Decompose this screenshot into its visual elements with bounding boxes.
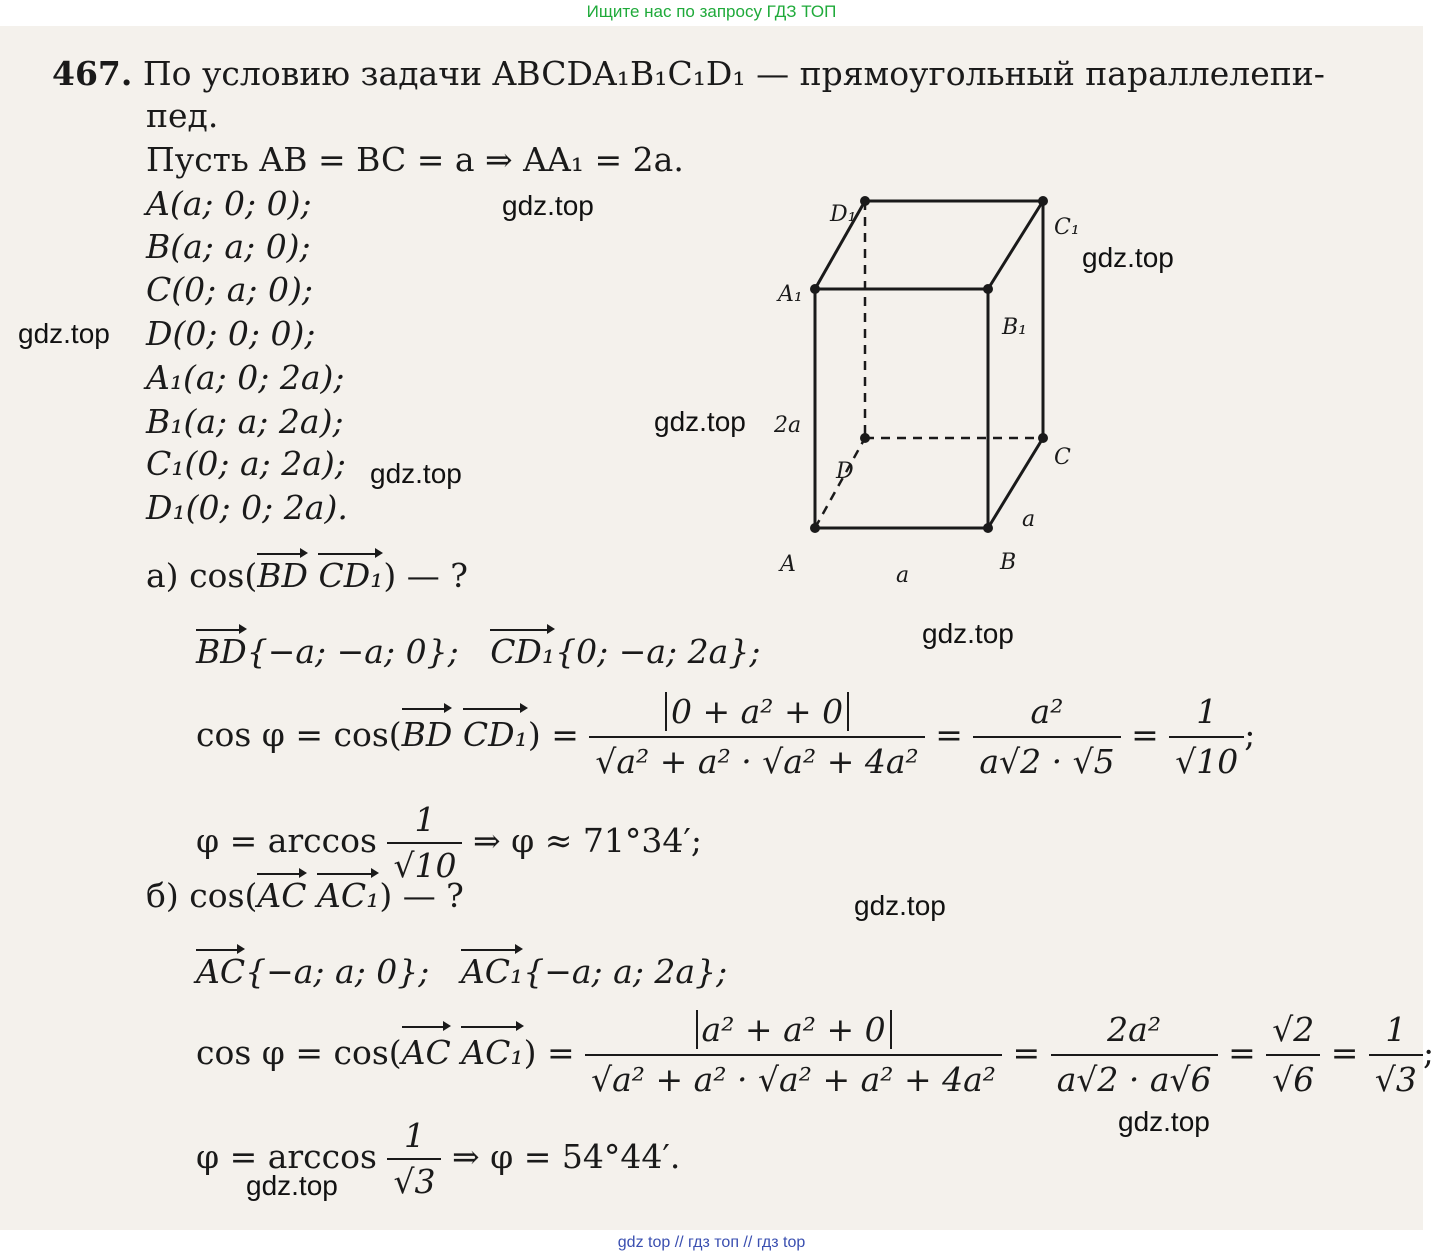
part-b-den-4: √3 [1374,1060,1417,1099]
part-b-den-1: √a² + a² · √a² + a² + 4a² [591,1060,997,1099]
vector-bd-coords-label: BD [196,632,247,671]
point-d1: D₁(0; 0; 2a). [146,488,348,527]
point-c1: C₁(0; a; 2a); [146,444,346,483]
point-c: C(0; a; 0); [146,270,313,309]
part-a-den-2: a√2 · √5 [979,742,1115,781]
part-a-cosine [196,688,1255,786]
part-a-fraction-3 [1169,688,1244,786]
equals-sign: = [1228,1033,1256,1072]
point-a: A(a; 0; 0); [146,184,312,223]
bottom-banner: gdz top // гдз топ // гдз top [617,1234,806,1251]
watermark: gdz.top [18,318,110,349]
vector-bd: BD [257,556,308,595]
part-a-cos-v1: BD [402,711,453,759]
vector-cd1: CD₁ [318,556,384,595]
part-b-fraction-3 [1266,1006,1320,1104]
label-d: D [836,459,854,484]
part-a-fraction-1 [589,688,924,786]
part-b-end: ; [1422,1033,1434,1072]
problem-intro-line [52,54,1325,94]
part-b-cos-v2: AC₁ [461,1029,523,1077]
part-a-phi-pre: φ = arccos [196,821,377,860]
part-a-phi-den: √10 [393,846,457,885]
watermark: gdz.top [502,190,594,221]
label-height: 2a [774,413,802,438]
part-a-den-1: √a² + a² · √a² + 4a² [595,742,919,781]
part-a-num-2: a² [973,688,1120,738]
part-b-fraction-1 [585,1006,1002,1104]
watermark: gdz.top [854,890,946,921]
watermark: gdz.top [246,1170,338,1201]
part-a-label: а) [146,556,179,595]
label-c: C [1054,445,1071,470]
problem-intro-continued: пед. [146,96,219,135]
vector-ac-coords: {−a; a; 0}; [245,952,430,991]
part-b-phi-pre: φ = arccos [196,1137,377,1176]
part-a-num-3: 1 [1169,688,1244,738]
part-b-num-2: 2a² [1051,1006,1218,1056]
vector-ac1-coords: {−a; a; 2a}; [523,952,728,991]
equals-sign: = [935,715,963,754]
label-side-right: a [1022,507,1036,532]
equals-sign: = [1012,1033,1041,1072]
watermark: gdz.top [370,458,462,489]
part-a-question [146,556,468,596]
scanned-page [0,26,1434,1230]
part-b-num-1: a² + a² + 0 [696,1010,892,1049]
part-b-label: б) [146,876,179,915]
part-a-num-1: 0 + a² + 0 [665,692,849,731]
problem-let: Пусть AB = BC = a ⇒ AA₁ = 2a. [146,140,684,179]
vector-cd1-coords: {0; −a; 2a}; [555,632,761,671]
label-side-bottom: a [896,563,910,588]
part-b-cos-pre: cos φ = cos( [196,1033,402,1072]
part-a-phi-num: 1 [387,798,462,844]
part-b-cos-v1: AC [402,1029,451,1077]
label-d1: D₁ [830,202,857,227]
label-c1: C₁ [1054,215,1080,240]
vector-bd-coords: {−a; −a; 0}; [246,632,459,671]
part-a-phi-fraction [387,798,462,888]
part-b-q-post: ) — ? [379,876,464,915]
vector-ac1-coords-label: AC₁ [460,952,524,991]
part-b-phi-den: √3 [393,1162,436,1201]
label-b: B [1000,550,1017,575]
equals-sign: = [1330,1033,1359,1072]
top-banner: Ищите нас по запросу ГДЗ ТОП [586,2,837,21]
part-b-cos-post: ) = [523,1033,575,1072]
part-a-end: ; [1244,715,1256,754]
equals-sign: = [1131,715,1159,754]
part-b-den-2: a√2 · a√6 [1056,1060,1212,1099]
part-b-fraction-2 [1051,1006,1218,1104]
point-d: D(0; 0; 0); [146,314,316,353]
label-a1: A₁ [778,282,803,307]
vector-cd1-coords-label: CD₁ [490,632,556,671]
problem-number: 467. [52,54,133,93]
part-b-num-4: 1 [1369,1006,1423,1056]
point-b1: B₁(a; a; 2a); [146,402,344,441]
point-b: B(a; a; 0); [146,227,311,266]
watermark: gdz.top [1118,1106,1210,1137]
part-b-phi-result: ⇒ φ = 54°44′. [451,1137,681,1176]
part-a-phi-result: ⇒ φ ≈ 71°34′; [472,821,702,860]
part-a-cos-v2: CD₁ [463,711,528,759]
watermark: gdz.top [654,406,746,437]
part-a-cos-post: ) = [527,715,579,754]
watermark: gdz.top [922,618,1014,649]
point-a1: A₁(a; 0; 2a); [146,358,345,397]
label-b1: B₁ [1002,315,1027,340]
label-a: A [780,552,796,577]
part-b-num-3: √2 [1266,1006,1320,1056]
part-b-q-pre: cos( [189,876,258,915]
part-a-den-3: √10 [1175,742,1239,781]
part-a-q-pre: cos( [189,556,258,595]
vector-ac1: AC₁ [317,876,380,915]
watermark: gdz.top [1082,242,1174,273]
part-b-phi-num: 1 [387,1114,441,1160]
part-a-fraction-2 [973,688,1120,786]
part-a-vectors [196,632,760,672]
part-b-phi-fraction [387,1114,441,1204]
problem-intro: По условию задачи ABCDA₁B₁C₁D₁ — прямоугольный параллелепи- [142,54,1325,93]
part-b-vectors [196,952,727,992]
parallelepiped-figure [760,166,1100,588]
part-b-cosine [196,1006,1434,1104]
vector-ac: AC [257,876,307,915]
part-a-q-post: ) — ? [383,556,468,595]
part-a-cos-pre: cos φ = cos( [196,715,402,754]
vector-ac-coords-label: AC [196,952,246,991]
part-b-fraction-4 [1369,1006,1423,1104]
part-b-den-3: √6 [1272,1060,1315,1099]
part-b-question [146,876,464,916]
